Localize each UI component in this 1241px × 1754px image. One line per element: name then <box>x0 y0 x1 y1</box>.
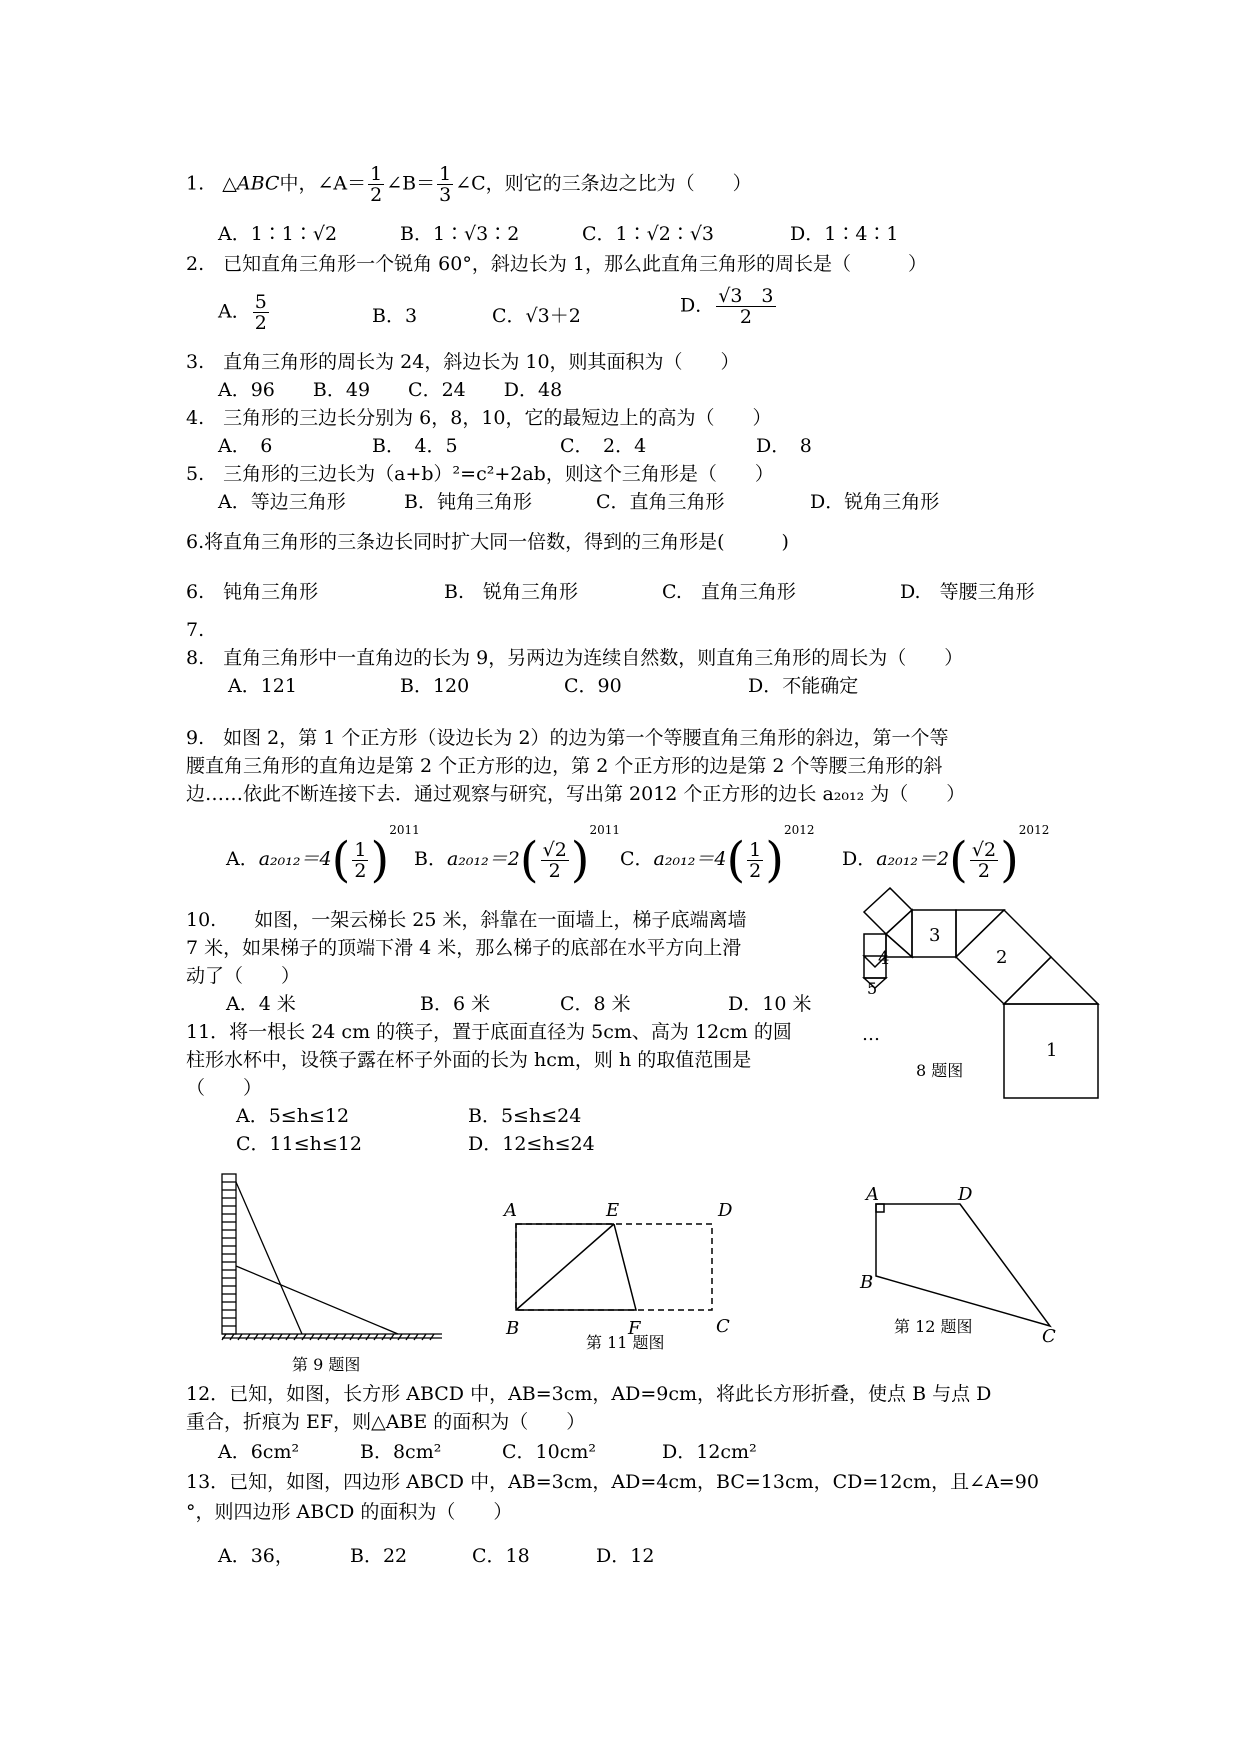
fig11-C: C <box>716 1316 730 1337</box>
q5-option-a: A．等边三角形 <box>218 491 346 513</box>
q1-option-b: B．1∶√3∶2 <box>400 223 520 245</box>
figure-12 <box>840 1186 1070 1346</box>
q4-option-b: B． 4．5 <box>372 435 458 457</box>
q13-option-c: C．18 <box>472 1545 530 1567</box>
question-11-line-3: （ ） <box>186 1077 263 1099</box>
q5-option-b: B．钝角三角形 <box>404 491 532 513</box>
q4-option-d: D． 8 <box>756 435 812 457</box>
ground-hatch <box>382 1334 386 1340</box>
ground-hatch <box>270 1334 274 1340</box>
ground-hatch <box>414 1334 418 1340</box>
fig11-F: F <box>628 1318 641 1339</box>
question-4: 4. 三角形的三边长分别为 6，8，10，它的最短边上的高为（ ） <box>186 407 772 429</box>
q1-fraction-2: $\frac{1}{3}$ <box>439 163 452 206</box>
ground-hatch <box>294 1334 298 1340</box>
fig8-label-5: 5 <box>867 979 878 998</box>
fig12-D: D <box>958 1184 973 1205</box>
question-9-line-1: 9. 如图 2，第 1 个正方形（设边长为 2）的边为第一个等腰直角三角形的斜边，第一个等 <box>186 727 949 749</box>
ground-hatch <box>326 1334 330 1340</box>
q1-fraction-1: $\frac{1}{2}$ <box>370 163 383 206</box>
fig8-label-4: 4 <box>878 948 890 969</box>
ground-hatch <box>358 1334 362 1340</box>
ground-hatch <box>230 1334 234 1340</box>
fig12-C: C <box>1042 1326 1056 1347</box>
question-12-line-1: 12．已知，如图，长方形 ABCD 中，AB=3cm，AD=9cm，将此长方形折叠，使点 B 与点 D <box>186 1383 992 1405</box>
fig11-B: B <box>506 1318 520 1339</box>
ground-hatch <box>222 1334 226 1340</box>
q1-option-d: D．1∶4∶1 <box>790 223 899 245</box>
ground-hatch <box>342 1334 346 1340</box>
question-10-line-2: 7 米，如果梯子的顶端下滑 4 米，那么梯子的底部在水平方向上滑 <box>186 937 742 959</box>
q9-option-a: A．a₂₀₁₂＝4( $\frac{1}{2}$ )$^{2011}$ <box>226 823 420 888</box>
question-9-line-2: 腰直角三角形的直角边是第 2 个正方形的边，第 2 个正方形的边是第 2 个等腰三角形的斜 <box>186 755 943 777</box>
q2-option-d: D． $\frac{√3 3}{2}$ <box>680 285 774 328</box>
question-8: 8. 直角三角形中一直角边的长为 9，另两边为连续自然数，则直角三角形的周长为（ ） <box>186 647 964 669</box>
q1-option-a: A．1∶1∶√2 <box>218 223 338 245</box>
q2-option-a: A． $\frac{5}{2}$ <box>218 291 267 334</box>
question-11-line-2: 柱形水杯中，设筷子露在杯子外面的长为 hcm，则 h 的取值范围是 <box>186 1049 752 1071</box>
q8-option-b: B．120 <box>400 675 470 697</box>
ground-hatch <box>278 1334 282 1340</box>
q12-option-a: A．6cm² <box>218 1441 300 1463</box>
q6-option-b: B. 锐角三角形 <box>444 581 579 603</box>
question-1 <box>186 164 752 205</box>
fig11-D: D <box>718 1200 733 1221</box>
question-11-line-1: 11．将一根长 24 cm 的筷子，置于底面直径为 5cm、高为 12cm 的圆 <box>186 1021 792 1043</box>
question-7: 7. <box>186 619 205 641</box>
ground-hatch <box>398 1334 402 1340</box>
ground-hatch <box>374 1334 378 1340</box>
ground-hatch <box>422 1334 426 1340</box>
fig8-label-2: 2 <box>996 947 1008 968</box>
q1-text-c: ∠C，则它的三条边之比为（ ） <box>455 172 752 195</box>
q10-option-c: C．8 米 <box>560 993 631 1015</box>
q11-option-d: D．12≤h≤24 <box>468 1133 595 1155</box>
fig12-caption: 第 12 题图 <box>894 1317 973 1336</box>
fig11-E: E <box>606 1200 620 1221</box>
q5-option-c: C．直角三角形 <box>596 491 725 513</box>
q11-option-a: A．5≤h≤12 <box>236 1105 350 1127</box>
q1-text-a: 中，∠A＝ <box>279 172 367 195</box>
fig8-dots: … <box>862 1024 880 1045</box>
ground-hatch <box>390 1334 394 1340</box>
q8-option-d: D．不能确定 <box>748 675 859 697</box>
q2-option-c: C．√3＋2 <box>492 305 581 327</box>
q12-option-b: B．8cm² <box>360 1441 442 1463</box>
q8-option-c: C．90 <box>564 675 622 697</box>
q11-option-c: C．11≤h≤12 <box>236 1133 362 1155</box>
ground-hatch <box>430 1334 434 1340</box>
q9-option-d: D．a₂₀₁₂＝2( $\frac{√2}{2}$ )$^{2012}$ <box>842 823 1050 888</box>
figure-9 <box>186 1172 446 1374</box>
q1-text-b: ∠B＝ <box>386 172 436 195</box>
q13-option-b: B．22 <box>350 1545 408 1567</box>
question-5: 5. 三角形的三边长为（a+b）²=c²+2ab，则这个三角形是（ ） <box>186 463 774 485</box>
q3-options: A．96 B．49 C．24 D．48 <box>218 379 563 401</box>
fig9-caption: 第 9 题图 <box>292 1355 361 1374</box>
figure-11 <box>496 1190 766 1350</box>
q1-triangle: △ABC <box>222 172 280 195</box>
q1-number: 1. <box>186 172 205 195</box>
ground-hatch <box>406 1334 410 1340</box>
ground-hatch <box>334 1334 338 1340</box>
ground-hatch <box>350 1334 354 1340</box>
q9-option-c: C．a₂₀₁₂＝4( $\frac{1}{2}$ )$^{2012}$ <box>620 823 815 888</box>
q13-option-a: A．36， <box>218 1545 294 1567</box>
question-2: 2. 已知直角三角形一个锐角 60°，斜边长为 1，那么此直角三角形的周长是（ ） <box>186 253 927 275</box>
q12-option-d: D．12cm² <box>662 1441 757 1463</box>
fig12-B: B <box>860 1272 874 1293</box>
question-13-line-1: 13．已知，如图，四边形 ABCD 中，AB=3cm，AD=4cm，BC=13cm，CD=12cm，且∠A=90 <box>186 1471 1039 1493</box>
q12-option-c: C．10cm² <box>502 1441 596 1463</box>
ground-hatch <box>302 1334 306 1340</box>
q4-option-a: A． 6 <box>218 435 273 457</box>
figure-8 <box>856 900 1106 1110</box>
question-3: 3. 直角三角形的周长为 24，斜边长为 10，则其面积为（ ） <box>186 351 740 373</box>
fig8-caption: 8 题图 <box>916 1061 964 1080</box>
q6-option-d: D. 等腰三角形 <box>900 581 1035 603</box>
q10-option-d: D．10 米 <box>728 993 812 1015</box>
question-10-line-3: 动了（ ） <box>186 965 301 987</box>
q5-option-d: D．锐角三角形 <box>810 491 940 513</box>
ground-hatch <box>246 1334 250 1340</box>
q10-option-a: A．4 米 <box>226 993 296 1015</box>
q10-option-b: B．6 米 <box>420 993 491 1015</box>
fig8-label-1: 1 <box>1046 1040 1058 1061</box>
ground-hatch <box>262 1334 266 1340</box>
q6-option-a: 6. 钝角三角形 <box>186 581 319 603</box>
q13-option-d: D．12 <box>596 1545 655 1567</box>
ground-hatch <box>286 1334 290 1340</box>
fig12-A: A <box>866 1184 879 1205</box>
question-6: 6.将直角三角形的三条边长同时扩大同一倍数，得到的三角形是( ) <box>186 531 789 553</box>
question-9-line-3: 边……依此不断连接下去．通过观察与研究，写出第 2012 个正方形的边长 a₂₀₁₂ 为（ ） <box>186 783 966 805</box>
ground-hatch <box>254 1334 258 1340</box>
ground-hatch <box>238 1334 242 1340</box>
q8-option-a: A．121 <box>228 675 297 697</box>
ground-hatch <box>366 1334 370 1340</box>
fig11-A: A <box>504 1200 517 1221</box>
question-10-line-1: 10. 如图，一架云梯长 25 米，斜靠在一面墙上，梯子底端离墙 <box>186 909 747 931</box>
q9-option-b: B．a₂₀₁₂＝2( $\frac{√2}{2}$ )$^{2011}$ <box>414 823 621 888</box>
q2-option-b: B．3 <box>372 305 418 327</box>
fig8-label-3: 3 <box>929 925 941 946</box>
question-13-line-2: °，则四边形 ABCD 的面积为（ ） <box>186 1501 513 1523</box>
q1-option-c: C．1∶√2∶√3 <box>582 223 715 245</box>
question-12-line-2: 重合，折痕为 EF，则△ABE 的面积为（ ） <box>186 1411 586 1433</box>
ground-hatch <box>310 1334 314 1340</box>
q4-option-c: C． 2．4 <box>560 435 647 457</box>
q11-option-b: B．5≤h≤24 <box>468 1105 582 1127</box>
fig11-caption: 第 11 题图 <box>586 1333 665 1352</box>
ground-hatch <box>318 1334 322 1340</box>
q6-option-c: C. 直角三角形 <box>662 581 796 603</box>
